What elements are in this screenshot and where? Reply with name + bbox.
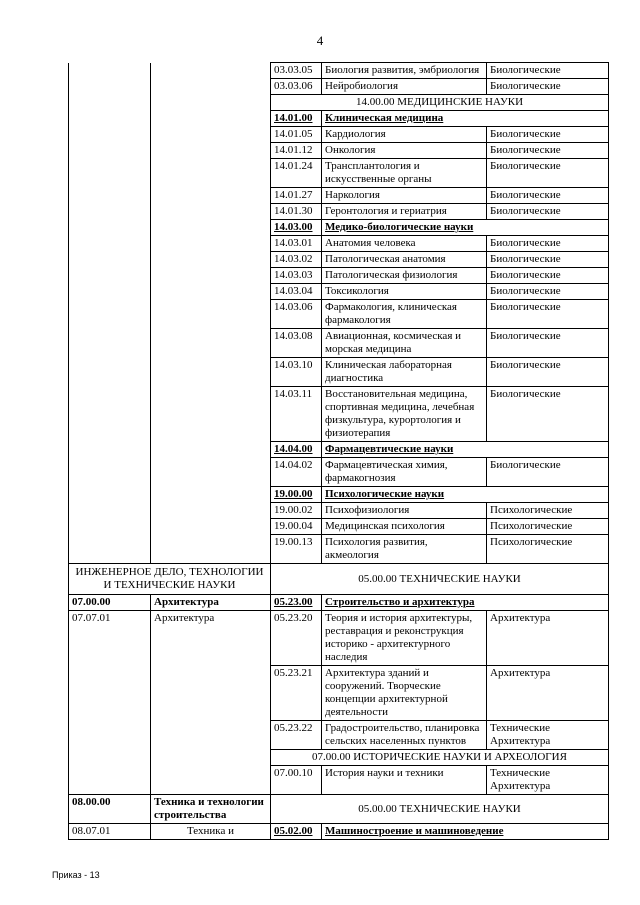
direction-code: 07.07.01	[69, 611, 151, 795]
specialty-code: 14.03.11	[271, 387, 322, 442]
section-code: 14.01.00	[271, 111, 322, 127]
science-field: Биологические	[487, 79, 609, 95]
science-field: Архитектура	[487, 611, 609, 666]
blank-cell-left	[69, 63, 151, 564]
section-code: 05.23.00	[271, 595, 322, 611]
specialty-name: Наркология	[322, 188, 487, 204]
section-name: Психологические науки	[322, 487, 609, 503]
section-name: Строительство и архитектура	[322, 595, 609, 611]
direction-code: 08.07.01	[69, 824, 151, 840]
specialty-name: Авиационная, космическая и морская медицина	[322, 329, 487, 358]
specialty-code: 14.03.04	[271, 284, 322, 300]
group-header: 07.00.00 ИСТОРИЧЕСКИЕ НАУКИ И АРХЕОЛОГИЯ	[271, 750, 609, 766]
table-body	[69, 63, 609, 840]
specialty-name: Патологическая физиология	[322, 268, 487, 284]
science-field: Психологические	[487, 535, 609, 564]
specialty-code: 07.00.10	[271, 766, 322, 795]
specialty-name: История науки и техники	[322, 766, 487, 795]
specialty-name: Геронтология и гериатрия	[322, 204, 487, 220]
science-field: Технические Архитектура	[487, 766, 609, 795]
architecture-row	[69, 595, 609, 611]
specialty-code: 05.23.21	[271, 666, 322, 721]
specialty-name: Восстановительная медицина, спортивная медицина, лечебная физкультура, курортология и физиотерапия	[322, 387, 487, 442]
specialty-name: Теория и история архитектуры, реставрация и реконструкция историко - архитектурного наследия	[322, 611, 487, 666]
specialty-name: Фармацевтическая химия, фармакогнозия	[322, 458, 487, 487]
blank-cell-left	[151, 63, 271, 564]
specialty-code: 14.01.05	[271, 127, 322, 143]
section-name: Клиническая медицина	[322, 111, 609, 127]
section-name: Машиностроение и машиноведение	[322, 824, 609, 840]
science-field: Биологические	[487, 284, 609, 300]
direction-name: Техника и технологии строительства	[151, 795, 271, 824]
specialty-name: Психофизиология	[322, 503, 487, 519]
science-field: Биологические	[487, 188, 609, 204]
science-field: Архитектура	[487, 666, 609, 721]
specialty-name: Трансплантология и искусственные органы	[322, 159, 487, 188]
specialty-table	[68, 62, 609, 840]
specialty-code: 05.23.20	[271, 611, 322, 666]
construction-tech-row	[69, 795, 609, 824]
specialty-code: 14.03.08	[271, 329, 322, 358]
specialty-name: Токсикология	[322, 284, 487, 300]
page-number: 4	[316, 33, 324, 48]
science-field: Биологические	[487, 63, 609, 79]
science-field: Психологические	[487, 503, 609, 519]
specialty-code: 19.00.04	[271, 519, 322, 535]
direction-name: Техника и	[151, 824, 271, 840]
section-name: Фармацевтические науки	[322, 442, 609, 458]
section-code: 19.00.00	[271, 487, 322, 503]
group-header: 05.00.00 ТЕХНИЧЕСКИЕ НАУКИ	[271, 564, 609, 595]
specialty-code: 14.01.30	[271, 204, 322, 220]
specialty-code: 03.03.06	[271, 79, 322, 95]
specialty-name: Медицинская психология	[322, 519, 487, 535]
direction-code: 07.00.00	[69, 595, 151, 611]
science-field: Биологические	[487, 458, 609, 487]
engineering-title: ИНЖЕНЕРНОЕ ДЕЛО, ТЕХНОЛОГИИ И ТЕХНИЧЕСКИЕ НАУКИ	[69, 564, 271, 595]
direction-name: Архитектура	[151, 595, 271, 611]
science-field: Психологические	[487, 519, 609, 535]
specialty-name: Биология развития, эмбриология	[322, 63, 487, 79]
table-row	[69, 611, 609, 666]
direction-code: 08.00.00	[69, 795, 151, 824]
specialty-code: 14.03.03	[271, 268, 322, 284]
section-code: 14.03.00	[271, 220, 322, 236]
specialty-name: Онкология	[322, 143, 487, 159]
specialty-code: 05.23.22	[271, 721, 322, 750]
specialty-code: 19.00.13	[271, 535, 322, 564]
specialty-name: Архитектура зданий и сооружений. Творческие концепции архитектурной деятельности	[322, 666, 487, 721]
science-field: Биологические	[487, 236, 609, 252]
science-field: Биологические	[487, 143, 609, 159]
specialty-code: 14.01.12	[271, 143, 322, 159]
specialty-code: 14.04.02	[271, 458, 322, 487]
specialty-code: 14.03.01	[271, 236, 322, 252]
specialty-name: Патологическая анатомия	[322, 252, 487, 268]
science-field: Биологические	[487, 329, 609, 358]
specialty-code: 14.01.27	[271, 188, 322, 204]
section-name: Медико-биологические науки	[322, 220, 609, 236]
science-field: Биологические	[487, 300, 609, 329]
science-field: Биологические	[487, 268, 609, 284]
section-code: 14.04.00	[271, 442, 322, 458]
specialty-name: Фармакология, клиническая фармакология	[322, 300, 487, 329]
specialty-code: 14.03.06	[271, 300, 322, 329]
direction-name: Архитектура	[151, 611, 271, 795]
science-field: Биологические	[487, 204, 609, 220]
specialty-name: Психология развития, акмеология	[322, 535, 487, 564]
specialty-code: 14.03.10	[271, 358, 322, 387]
section-code: 05.02.00	[271, 824, 322, 840]
specialty-name: Кардиология	[322, 127, 487, 143]
specialty-name: Клиническая лабораторная диагностика	[322, 358, 487, 387]
specialty-code: 19.00.02	[271, 503, 322, 519]
specialty-name: Нейробиология	[322, 79, 487, 95]
science-field: Биологические	[487, 127, 609, 143]
table-row	[69, 63, 609, 79]
science-field: Биологические	[487, 358, 609, 387]
science-field: Биологические	[487, 252, 609, 268]
group-header: 14.00.00 МЕДИЦИНСКИЕ НАУКИ	[271, 95, 609, 111]
specialty-name: Анатомия человека	[322, 236, 487, 252]
specialty-code: 03.03.05	[271, 63, 322, 79]
specialty-name: Градостроительство, планировка сельских населенных пунктов	[322, 721, 487, 750]
engineering-row	[69, 564, 609, 595]
science-field: Технические Архитектура	[487, 721, 609, 750]
science-field: Биологические	[487, 159, 609, 188]
group-header: 05.00.00 ТЕХНИЧЕСКИЕ НАУКИ	[271, 795, 609, 824]
science-field: Биологические	[487, 387, 609, 442]
last-row	[69, 824, 609, 840]
specialty-code: 14.03.02	[271, 252, 322, 268]
footer-label: Приказ - 13	[52, 870, 100, 880]
specialty-code: 14.01.24	[271, 159, 322, 188]
